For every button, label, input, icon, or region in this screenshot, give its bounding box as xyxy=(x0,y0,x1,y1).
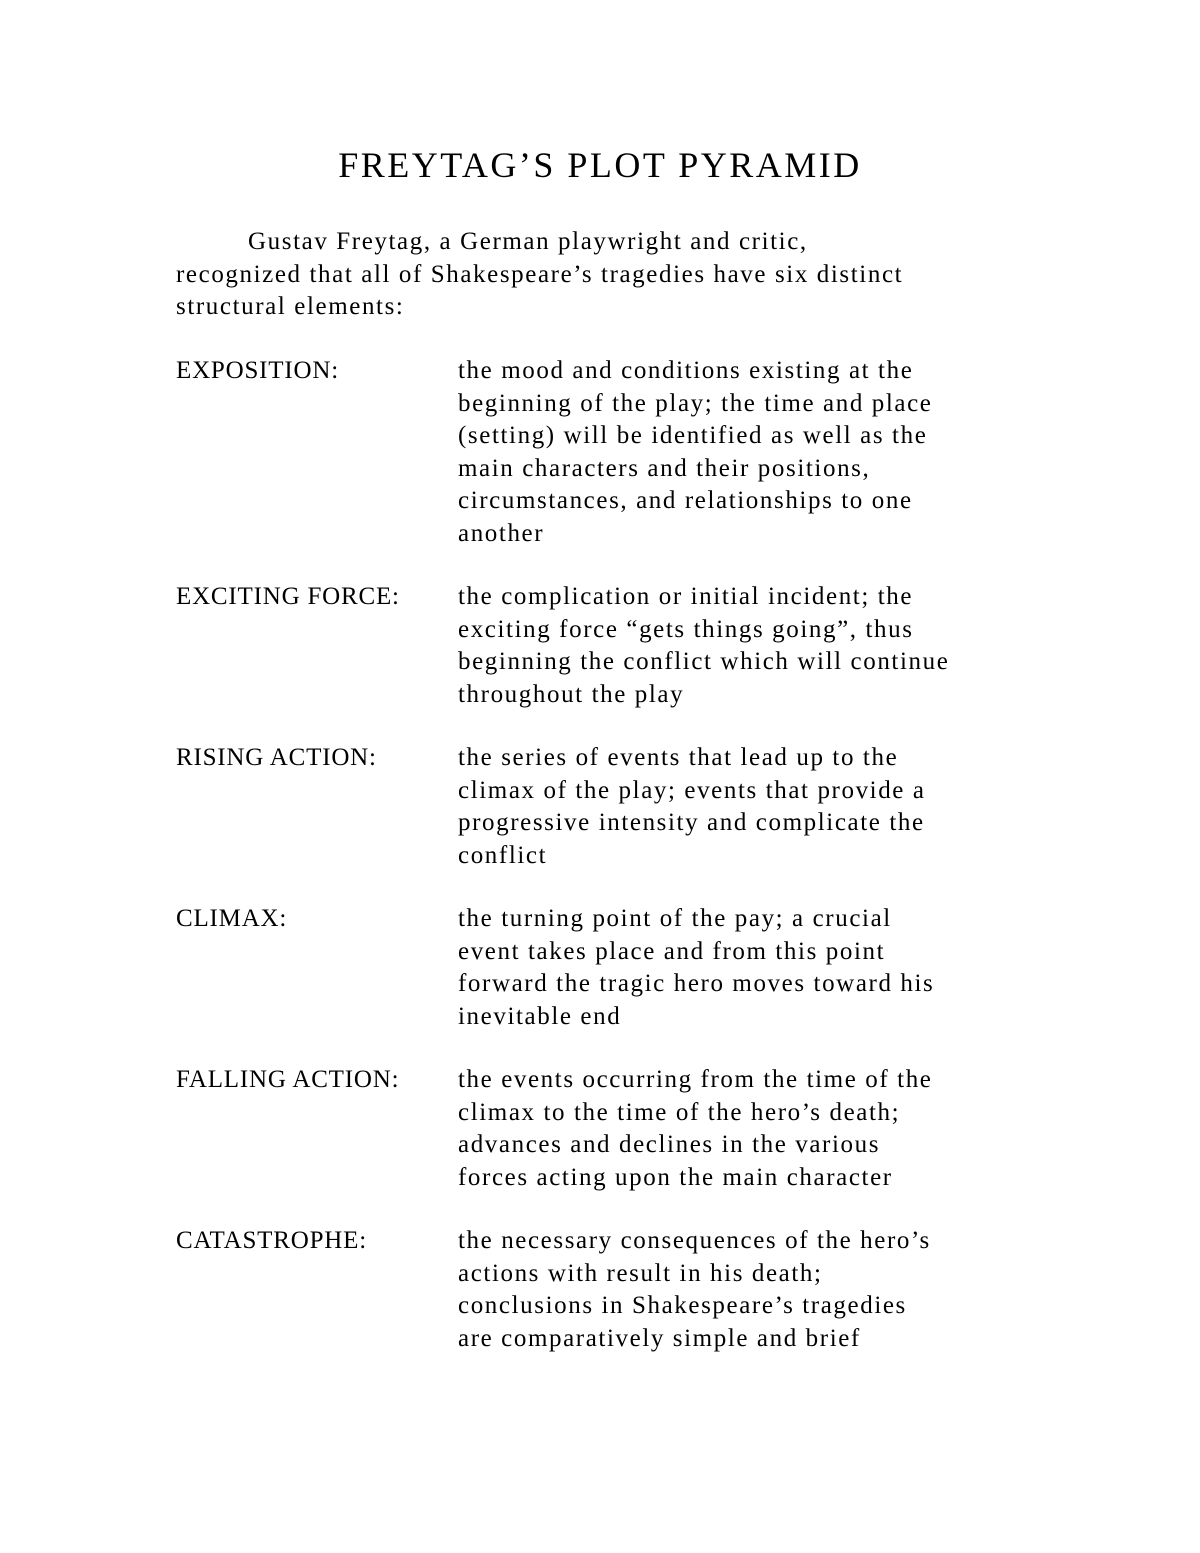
definition-line: climax to the time of the hero’s death; xyxy=(458,1098,901,1126)
element-term: EXPOSITION: xyxy=(176,357,339,384)
definition-line: throughout the play xyxy=(458,680,685,708)
page-title: FREYTAG’S PLOT PYRAMID xyxy=(338,145,862,185)
definition-line: inevitable end xyxy=(458,1002,622,1030)
definition-line: the complication or initial incident; the xyxy=(458,583,914,610)
intro-paragraph xyxy=(176,226,1036,324)
intro-line: structural elements: xyxy=(176,293,405,320)
definition-line: advances and declines in the various xyxy=(458,1131,881,1158)
definition-line: event takes place and from this point xyxy=(458,937,886,965)
definition-line: conclusions in Shakespeare’s tragedies xyxy=(458,1292,907,1319)
intro-line: recognized that all of Shakespeare’s tragedies have six distinct xyxy=(176,260,904,288)
definition-line: the turning point of the pay; a crucial xyxy=(458,905,892,932)
definition-line: the necessary consequences of the hero’s xyxy=(458,1227,931,1254)
definition-line: conflict xyxy=(458,841,548,869)
definition-line: (setting) will be identified as well as the xyxy=(458,422,928,449)
element-term: EXCITING FORCE: xyxy=(176,583,400,610)
definition-line: another xyxy=(458,519,545,547)
element-definition xyxy=(458,355,1058,550)
definition-line: the series of events that lead up to the xyxy=(458,744,899,771)
definition-line: forward the tragic hero moves toward his xyxy=(458,970,935,997)
element-definition xyxy=(458,581,1058,711)
element-term: FALLING ACTION: xyxy=(176,1066,400,1093)
definition-line: forces acting upon the main character xyxy=(458,1163,893,1191)
definition-line: actions with result in his death; xyxy=(458,1259,823,1287)
definition-line: are comparatively simple and brief xyxy=(458,1324,861,1352)
element-definition xyxy=(458,1064,1058,1194)
definition-line: the events occurring from the time of the xyxy=(458,1066,933,1093)
definition-line: progressive intensity and complicate the xyxy=(458,809,925,836)
definition-line: beginning the conflict which will continue xyxy=(458,648,950,675)
definition-line: circumstances, and relationships to one xyxy=(458,487,913,514)
definition-line: exciting force “gets things going”, thus xyxy=(458,615,914,643)
definition-line: main characters and their positions, xyxy=(458,454,871,482)
element-definition xyxy=(458,1225,1058,1355)
element-term: CATASTROPHE: xyxy=(176,1227,367,1254)
element-definition xyxy=(458,742,1058,872)
definition-line: beginning of the play; the time and place xyxy=(458,389,933,417)
element-definition xyxy=(458,903,1058,1033)
element-term: CLIMAX: xyxy=(176,905,288,932)
definition-line: the mood and conditions existing at the xyxy=(458,357,914,384)
definition-line: climax of the play; events that provide a xyxy=(458,776,926,804)
element-term: RISING ACTION: xyxy=(176,744,377,771)
intro-line: Gustav Freytag, a German playwright and critic, xyxy=(248,228,808,255)
